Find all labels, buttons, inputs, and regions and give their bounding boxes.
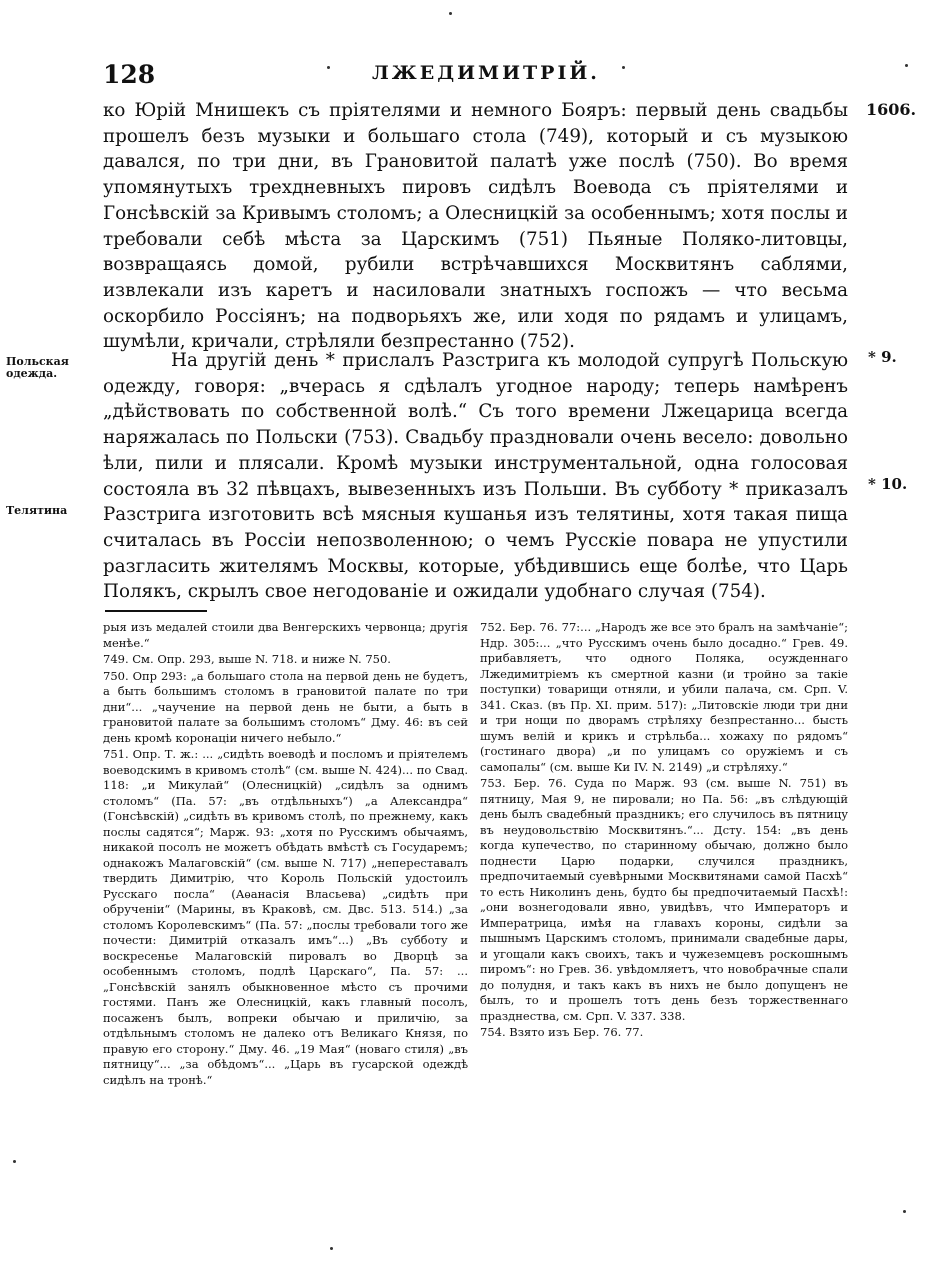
footnote: 752. Бер. 76. 77:... „Народъ же все это бралъ на замѣчаніе“; Ндр. 305:... „что Русскимъ очень было досадно.“ Грев. 49. прибавляетъ, что одного Поляка, осужденнаго Лжедимитріемъ къ смертной казни (и тройно за такіе поступки) товарищи отняли, и убили палача, см. Срп. V. 341. Сказ. (въ Пр. XI. прим. 517): „Литовскіе люди три дни и три нощи по дворамъ стрѣляху безпрестанно... бысть шумъ велій и крикъ и стрѣльба... хожаху по рядомъ“ (гостинаго двора) „и по улицамъ со оружіемъ и съ самопалы“ (см. выше Ки IV. N. 2149) „и стрѣляху.“ (480, 620, 848, 774)
footnote-separator (105, 610, 207, 612)
margin-date-mark-2: * 10. (868, 475, 908, 493)
footnote: 753. Бер. 76. Суда по Марж. 93 (см. выше N. 751) въ пятницу, Мая 9, не пировали; но Па. 56: „въ слѣдующій день былъ свадебный праздникъ; его случилось въ пятницу въ неудовольствію Москвитянъ.“... Дсту. 154: „въ день когда купечество, по старинному обычаю, должно было поднести Царю подарки, случился праздникъ, предпочитаемый суевѣрными Москвитянами самой Пасхѣ“ то есть Николинъ день, будто бы предпочитаемый Пасхѣ!: „они вознегодовали явно, увидѣвъ, что Императоръ и Императрица, имѣя на главахъ короны, сидѣли за пышнымъ Царскимъ столомъ, принимали свадебные дары, и угощали какъ своихъ, такъ и чужеземцевъ роскошнымъ пиромъ“: но Грев. 36. увѣдомляетъ, что новобрачные спали до полудня, и такъ какъ въ нихъ не было допущенъ не былъ, то и прошелъ тотъ день безъ торжественнаго празднества, см. Срп. V. 337. 338. (480, 776, 848, 1023)
footnote: 754. Взято изъ Бер. 76. 77. (480, 1025, 644, 1039)
margin-note-veal: Телятина (6, 504, 68, 517)
main-text-block-1 (103, 98, 848, 355)
print-speck (622, 66, 625, 69)
paragraph-2: На другій день * прислалъ Разстрига къ молодой супругѣ Польскую одежду, говоря: „вчерась я сдѣлалъ угодное народу; теперь намѣренъ „дѣйствовать по собственной волѣ.“ Съ того времени Лжецарица всегда наряжалась по Польски (753). Свадьбу праздновали очень весело: довольно ѣли, пили и плясали. Кромѣ музыки инструментальной, одна голосовая состояла въ 32 пѣвцахъ, вывезенныхъ изъ Польши. Въ субботу * приказалъ Разстрига изготовить всѣ мясныя кушанья изъ телятины, хотя такая пища считалась въ Россіи непозволенною; о чемъ Русскіе повара не упустили разгласить жителямъ Москвы, которые, убѣдившись еще болѣе, что Царь Полякъ, скрылъ свое негодованіе и ожидали удобнаго случая (754). (103, 350, 848, 603)
print-speck (905, 64, 908, 67)
paragraph-1: ко Юрій Мнишекъ съ пріятелями и немного Бояръ: первый день свадьбы прошелъ безъ музыки и большаго стола (749), который и съ музыкою давался, по три дни, въ Грановитой палатѣ уже послѣ (750). Во время упомянутыхъ трехдневныхъ пировъ сидѣлъ Воевода съ пріятелями и Гонсѣвскій за Кривымъ столомъ; а Олесницкій за особеннымъ; хотя послы и требовали себѣ мѣста за Царскимъ (751) Пьяные Поляко-литовцы, возвращаясь домой, рубили встрѣчавшихся Москвитянъ саблями, извлекали изъ каретъ и насиловали знатныхъ госпожъ — что весьма оскорбило Россіянъ; на подворьяхъ же, или ходя по рядамъ и улицамъ, шумѣли, кричали, стрѣляли безпрестанно (752). (103, 100, 848, 353)
main-text-block-2 (103, 348, 848, 605)
footnote: рыя изъ медалей стоили два Венгерскихъ червонца; другія менѣе.“ (103, 620, 468, 650)
print-speck (327, 66, 330, 69)
running-title: ЛЖЕДИМИТРІЙ. (372, 62, 600, 84)
print-speck (903, 1210, 906, 1213)
print-speck (449, 12, 452, 15)
footnotes-left-column (103, 620, 468, 1089)
margin-note-polish-dress: Польская одежда. (6, 355, 69, 380)
footnotes-right-column (480, 620, 848, 1042)
footnote: 751. Опр. Т. ж.: ... „сидѣть воеводѣ и посломъ и пріятелемъ воеводскимъ в кривомъ столѣ“ (см. выше N. 424)... по Свад. 118: „и Микулай“ (Олесницкій) „сидѣлъ за однимъ столомъ“ (Па. 57: „въ отдѣльныхъ“) „а Александра“ (Гонсѣвскій) „сидѣть въ кривомъ столѣ, по прежнему, какъ послы садятся“; Марж. 93: „хотя по Русскимъ обычаямъ, никакой посолъ не можетъ обѣдать вмѣстѣ съ Государемъ; однакожъ Малаговскій“ (см. выше N. 717) „непереставалъ твердить Димитрію, что Король Польскій удостоилъ Русскаго посла“ (Аѳанасія Власьева) „сидѣть при обрученіи“ (Марины, въ Краковѣ, см. Двс. 513. 514.) „за столомъ Королевскимъ“ (Па. 57: „послы требовали того же почести: Димитрій отказалъ имъ“...) „Въ субботу и воскресенье Малаговскій пировалъ во Дворцѣ за особеннымъ столомъ, подлѣ Царскаго“, Па. 57: ... „Гонсѣвскій занялъ обыкновенное мѣсто съ прочими гостями. Панъ же Олесницкій, какъ главный посолъ, посаженъ былъ, вопреки обычаю и приличію, за отдѣльнымъ столомъ не далеко отъ Великаго Князя, по правую его сторону.“ Дму. 46. „19 Мая“ (новаго стиля) „въ пятницу“... „за обѣдомъ“... „Царь въ гусарской одеждѣ сидѣлъ на тронѣ.“ (103, 747, 468, 1087)
print-speck (13, 1160, 16, 1163)
footnote: 749. См. Опр. 293, выше N. 718. и ниже N. 750. (103, 652, 391, 666)
footnote: 750. Опр 293: „а большаго стола на первой день не будетъ, а быть большимъ столомъ в грановитой палате по три дни“... „чаучение на первой день не быти, а быть в грановитой палате за большимъ столомъ“ Дму. 46: въ сей день кромѣ коронаціи ничего небыло.“ (103, 668, 468, 745)
print-speck (330, 1247, 333, 1250)
page-number: 128 (103, 60, 156, 89)
margin-date-mark-1: * 9. (868, 348, 897, 366)
year-margin-note: 1606. (866, 100, 917, 119)
